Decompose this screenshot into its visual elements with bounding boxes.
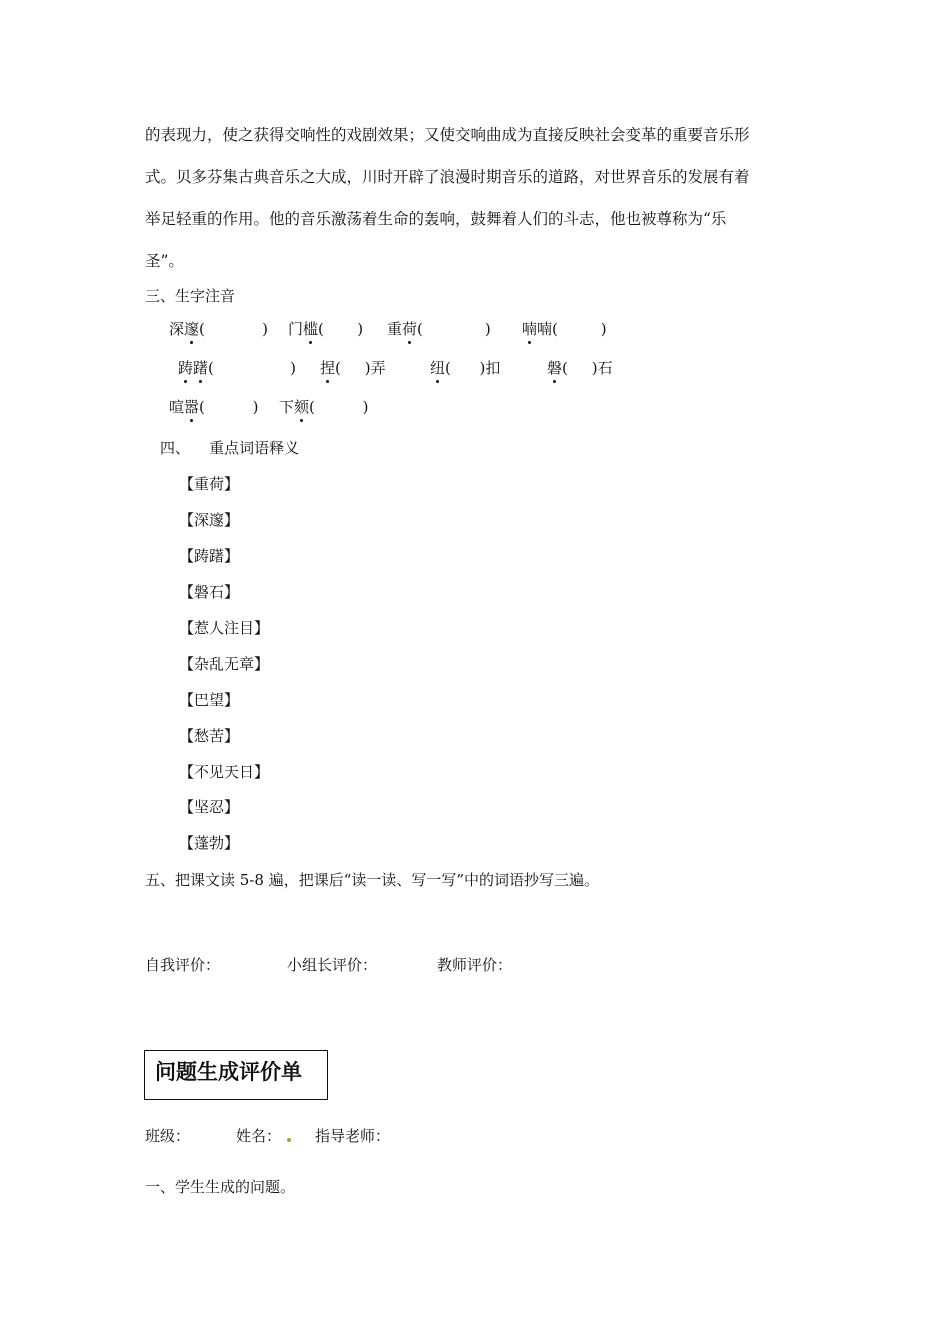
term-item: 【蓬勃】 (179, 834, 240, 852)
pinyin-item-menkan (288, 322, 363, 337)
char: 重 (387, 320, 403, 338)
intro-line-3: 举足轻重的作用。他的音乐激荡着生命的轰响，鼓舞着人们的斗志，他也被尊称为“乐 (145, 210, 727, 228)
worksheet-title-box (144, 1050, 328, 1100)
group-leader-evaluation-label: 小组长评价： (287, 956, 378, 974)
term-item: 【踌躇】 (179, 547, 240, 565)
dotted-char: 荷 (402, 320, 418, 338)
class-label: 班级： (145, 1127, 191, 1145)
dotted-char: 邃 (184, 320, 200, 338)
char: 喃 (537, 320, 553, 338)
char: 下 (279, 398, 295, 416)
pinyin-item-nienong (320, 361, 386, 376)
term-item: 【深邃】 (179, 511, 240, 529)
dotted-char: 槛 (303, 320, 319, 338)
term-item: 【惹人注目】 (179, 619, 270, 637)
intro-line-2 (145, 170, 750, 186)
section-3-heading: 三、生字注音 (145, 287, 236, 305)
name-label-wrap (236, 1129, 291, 1144)
blank-paren: ( ) (335, 359, 371, 377)
blank-paren: ( ) (445, 359, 486, 377)
blank-paren: ( ) (208, 359, 297, 377)
section-5-text: 五、把课文读 5-8 遍，把课后“读一读、写一写”中的词语抄写三遍。 (145, 871, 600, 889)
blank-paren: ( ) (309, 398, 369, 416)
pinyin-item-zhonghe (387, 322, 491, 337)
term-item: 【不见天日】 (179, 763, 270, 781)
char: 深 (169, 320, 185, 338)
pinyin-item-chouchu (178, 361, 296, 376)
intro-line-2-text: 式。贝多芬集古典音乐之大成，川时开辟了浪漫时期音乐的道路，对世界音乐的发展有着 (145, 168, 750, 186)
pinyin-item-shensui (169, 322, 268, 337)
section-4-heading: 四、 重点词语释义 (160, 439, 300, 457)
dotted-char: 踌 (178, 359, 194, 377)
pinyin-item-nannan (522, 322, 607, 337)
name-label: 姓名： (236, 1127, 282, 1145)
term-item: 【磐石】 (179, 583, 240, 601)
marker-dot (287, 1138, 291, 1142)
intro-line-4: 圣”。 (145, 252, 184, 270)
advisor-label: 指导老师： (315, 1127, 391, 1145)
pinyin-item-niukou (430, 361, 500, 376)
dotted-char: 嚣 (184, 398, 200, 416)
question-1-heading: 一、学生生成的问题。 (145, 1178, 296, 1196)
term-item: 【坚忍】 (179, 798, 240, 816)
dotted-char: 纽 (430, 359, 446, 377)
blank-paren: ( ) (417, 320, 491, 338)
blank-paren: ( ) (552, 320, 607, 338)
dotted-char: 捏 (320, 359, 336, 377)
teacher-evaluation-label: 教师评价： (437, 956, 513, 974)
char: 门 (288, 320, 304, 338)
char: 扣 (485, 359, 501, 377)
blank-paren: ( ) (562, 359, 598, 377)
intro-line-1: 的表现力，使之获得交响性的戏剧效果；又使交响曲成为直接反映社会变革的重要音乐形 (145, 126, 750, 144)
char: 弄 (370, 359, 386, 377)
pinyin-item-xiake (279, 400, 368, 415)
char: 石 (597, 359, 613, 377)
pinyin-item-xuanxiao (169, 400, 258, 415)
self-evaluation-label: 自我评价： (145, 956, 221, 974)
pinyin-item-panshi (547, 361, 613, 376)
dotted-char: 磐 (547, 359, 563, 377)
term-item: 【杂乱无章】 (179, 655, 270, 673)
char: 喧 (169, 398, 185, 416)
term-item: 【巴望】 (179, 691, 240, 709)
term-item: 【愁苦】 (179, 727, 240, 745)
dotted-char: 颏 (294, 398, 310, 416)
dotted-char: 喃 (522, 320, 538, 338)
blank-paren: ( ) (318, 320, 364, 338)
dotted-char: 躇 (193, 359, 209, 377)
term-item: 【重荷】 (179, 475, 240, 493)
blank-paren: ( ) (199, 320, 268, 338)
worksheet-title: 问题生成评价单 (155, 1060, 302, 1084)
blank-paren: ( ) (199, 398, 259, 416)
